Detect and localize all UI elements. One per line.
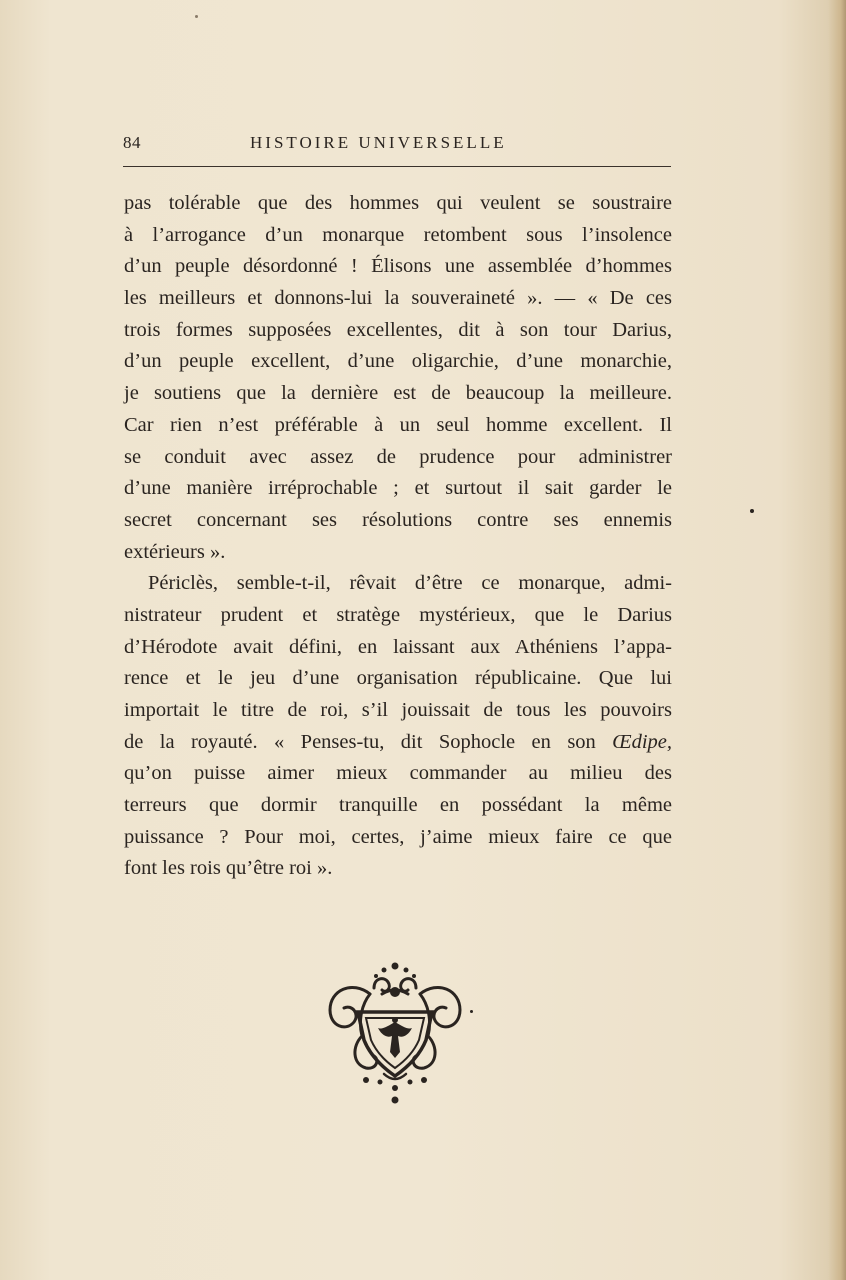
text-line: nistrateur prudent et stratège mystérieux, que le Darius xyxy=(124,603,672,626)
text-line xyxy=(124,727,672,759)
body-text xyxy=(124,188,672,885)
text-line: d’un peuple excellent, d’une oligarchie, d’une monarchie, xyxy=(124,350,672,373)
text-line: rence et le jeu d’une organisation républicaine. Que lui xyxy=(124,667,672,690)
text-line: Car rien n’est préférable à un seul homme excellent. Il xyxy=(124,413,672,436)
page-number: 84 xyxy=(123,133,141,152)
text-line: à l’arrogance d’un monarque retombent sous l’insolence xyxy=(124,223,672,246)
text-line: secret concernant ses résolutions contre ses ennemis xyxy=(124,508,672,531)
running-title: HISTOIRE UNIVERSELLE xyxy=(250,133,507,152)
text-fragment: de la royauté. « Penses-tu, dit Sophocle en son xyxy=(124,730,613,753)
ink-speck xyxy=(750,509,754,513)
text-line: trois formes supposées excellentes, dit à son tour Darius, xyxy=(124,318,672,341)
fleuron-ornament-icon xyxy=(322,960,468,1106)
paragraph xyxy=(124,568,672,885)
text-line: Périclès, semble-t-il, rêvait d’être ce monarque, admi- xyxy=(148,572,672,595)
text-line: d’une manière irréprochable ; et surtout il sait garder le xyxy=(124,477,672,500)
text-line: se conduit avec assez de prudence pour administrer xyxy=(124,445,672,468)
text-line: les meilleurs et donnons-lui la souveraineté ». — « De ces xyxy=(124,287,672,310)
text-line: puissance ? Pour moi, certes, j’aime mieux faire ce que xyxy=(124,825,672,848)
text-line: d’un peuple désordonné ! Élisons une assemblée d’hommes xyxy=(124,255,672,278)
ink-speck xyxy=(470,1010,473,1013)
page-edge-shadow xyxy=(828,0,846,1280)
paragraph xyxy=(124,188,672,568)
text-line: d’Hérodote avait défini, en laissant aux Athéniens l’appa- xyxy=(124,635,672,658)
text-line: font les rois qu’être roi ». xyxy=(124,857,333,880)
text-line: importait le titre de roi, s’il jouissait de tous les pouvoirs xyxy=(124,699,672,721)
text-line: terreurs que dormir tranquille en possédant la même xyxy=(124,794,672,817)
header-rule xyxy=(123,166,671,167)
page-header xyxy=(123,130,671,160)
text-line: qu’on puisse aimer mieux commander au milieu des xyxy=(124,762,672,785)
text-line: je soutiens que la dernière est de beaucoup la meilleure. xyxy=(124,382,672,405)
text-line: extérieurs ». xyxy=(124,540,226,563)
text-line: pas tolérable que des hommes qui veulent se soustraire xyxy=(124,192,672,214)
italic-title: Œdipe, xyxy=(612,730,672,753)
ink-speck xyxy=(195,15,198,18)
